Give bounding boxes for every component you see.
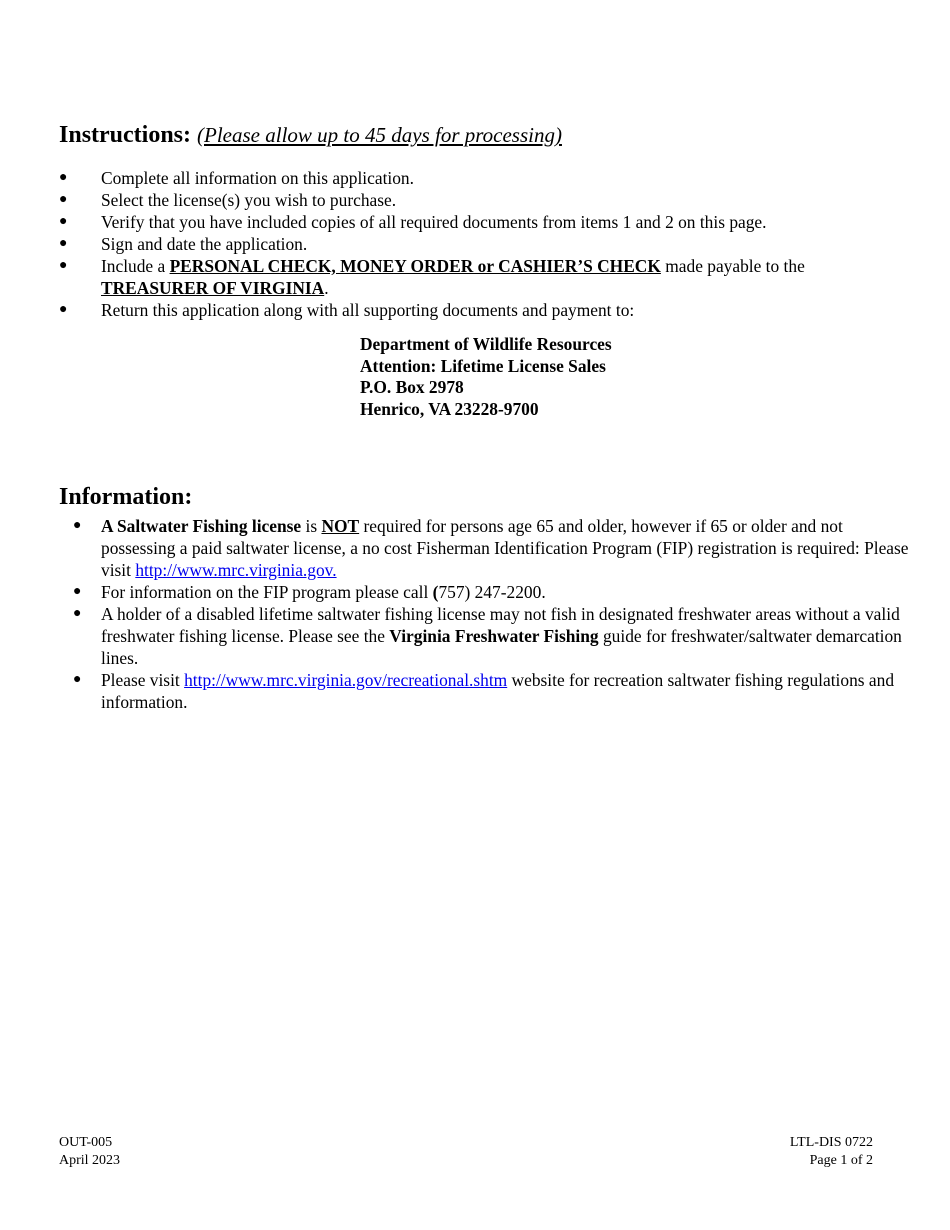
bullet-icon: ●: [59, 258, 68, 273]
form-date: April 2023: [59, 1153, 121, 1168]
instructions-list: [0, 167, 900, 321]
instruction-text: Complete all information on this application.: [101, 168, 414, 188]
freshwater-guide-name: Virginia Freshwater Fishing: [389, 626, 599, 646]
mailing-address: [360, 334, 612, 420]
list-item: [0, 233, 900, 255]
address-line: Department of Wildlife Resources: [360, 334, 612, 354]
list-item: [0, 167, 900, 189]
page-number: Page 1 of 2: [809, 1153, 873, 1168]
bullet-icon: ●: [73, 606, 82, 621]
processing-note: (Please allow up to 45 days for processing): [197, 123, 562, 147]
instruction-text: Sign and date the application.: [101, 234, 308, 254]
list-item: [0, 189, 900, 211]
address-line: Henrico, VA 23228-9700: [360, 398, 539, 419]
instruction-text: Verify that you have included copies of all required documents from items 1 and 2 on this page.: [101, 212, 767, 232]
bullet-icon: ●: [59, 192, 68, 207]
instruction-text: Select the license(s) you wish to purchase.: [101, 190, 397, 210]
info-text: required for persons age 65 and older, however if 65 or older and not possessing a paid saltwater license, a no cost Fisherman Identification Program (FIP) registration is required: Please visit: [101, 516, 909, 580]
fip-phone-number: 757) 247-2200.: [438, 582, 546, 602]
phone-paren: (: [432, 582, 439, 602]
list-item: [0, 603, 910, 669]
footer-left: [59, 1134, 120, 1170]
payment-methods: PERSONAL CHECK, MONEY ORDER or CASHIER’S CHECK: [169, 256, 661, 276]
instructions-title: Instructions:: [59, 122, 192, 148]
payment-middle: made payable to the: [660, 256, 805, 276]
footer-right: [790, 1134, 873, 1170]
bullet-icon: ●: [59, 170, 68, 185]
info-text: A holder of a disabled lifetime saltwater fishing license may not fish in designated freshwater areas without a valid freshwater fishing license. Please see the: [101, 604, 900, 646]
bullet-icon: ●: [73, 672, 82, 687]
bullet-icon: ●: [59, 302, 68, 317]
saltwater-license-label: A Saltwater Fishing license: [101, 516, 302, 536]
list-item: [0, 581, 910, 603]
address-line: P.O. Box 2978: [360, 377, 464, 397]
information-list: [0, 515, 910, 713]
not-emphasis: NOT: [321, 516, 360, 536]
info-text: is: [301, 516, 322, 536]
return-instruction: Return this application along with all supporting documents and payment to:: [101, 300, 635, 320]
bullet-icon: ●: [59, 214, 68, 229]
list-item: [0, 211, 900, 233]
info-text: Please visit: [101, 670, 185, 690]
list-item: [0, 669, 910, 713]
information-heading: Information:: [59, 484, 193, 510]
payment-prefix: Include a: [101, 256, 170, 276]
bullet-icon: ●: [59, 236, 68, 251]
info-text: guide for freshwater/saltwater demarcation lines.: [101, 626, 902, 668]
document-code: LTL-DIS 0722: [789, 1135, 873, 1150]
payment-suffix: .: [324, 278, 329, 298]
bullet-icon: ●: [73, 518, 82, 533]
info-text: website for recreation saltwater fishing regulations and information.: [101, 670, 895, 712]
list-item: [0, 299, 900, 321]
instructions-heading: [59, 120, 562, 150]
list-item: [0, 515, 910, 581]
recreational-regulations-link[interactable]: http://www.mrc.virginia.gov/recreational.shtm: [184, 670, 508, 690]
payee-name: TREASURER OF VIRGINIA: [101, 278, 325, 298]
mrc-website-link[interactable]: http://www.mrc.virginia.gov.: [135, 560, 337, 580]
info-text: For information on the FIP program please call: [101, 582, 433, 602]
payment-instruction: [0, 255, 900, 299]
address-line: Attention: Lifetime License Sales: [360, 355, 606, 376]
bullet-icon: ●: [73, 584, 82, 599]
form-code: OUT-005: [59, 1135, 113, 1150]
